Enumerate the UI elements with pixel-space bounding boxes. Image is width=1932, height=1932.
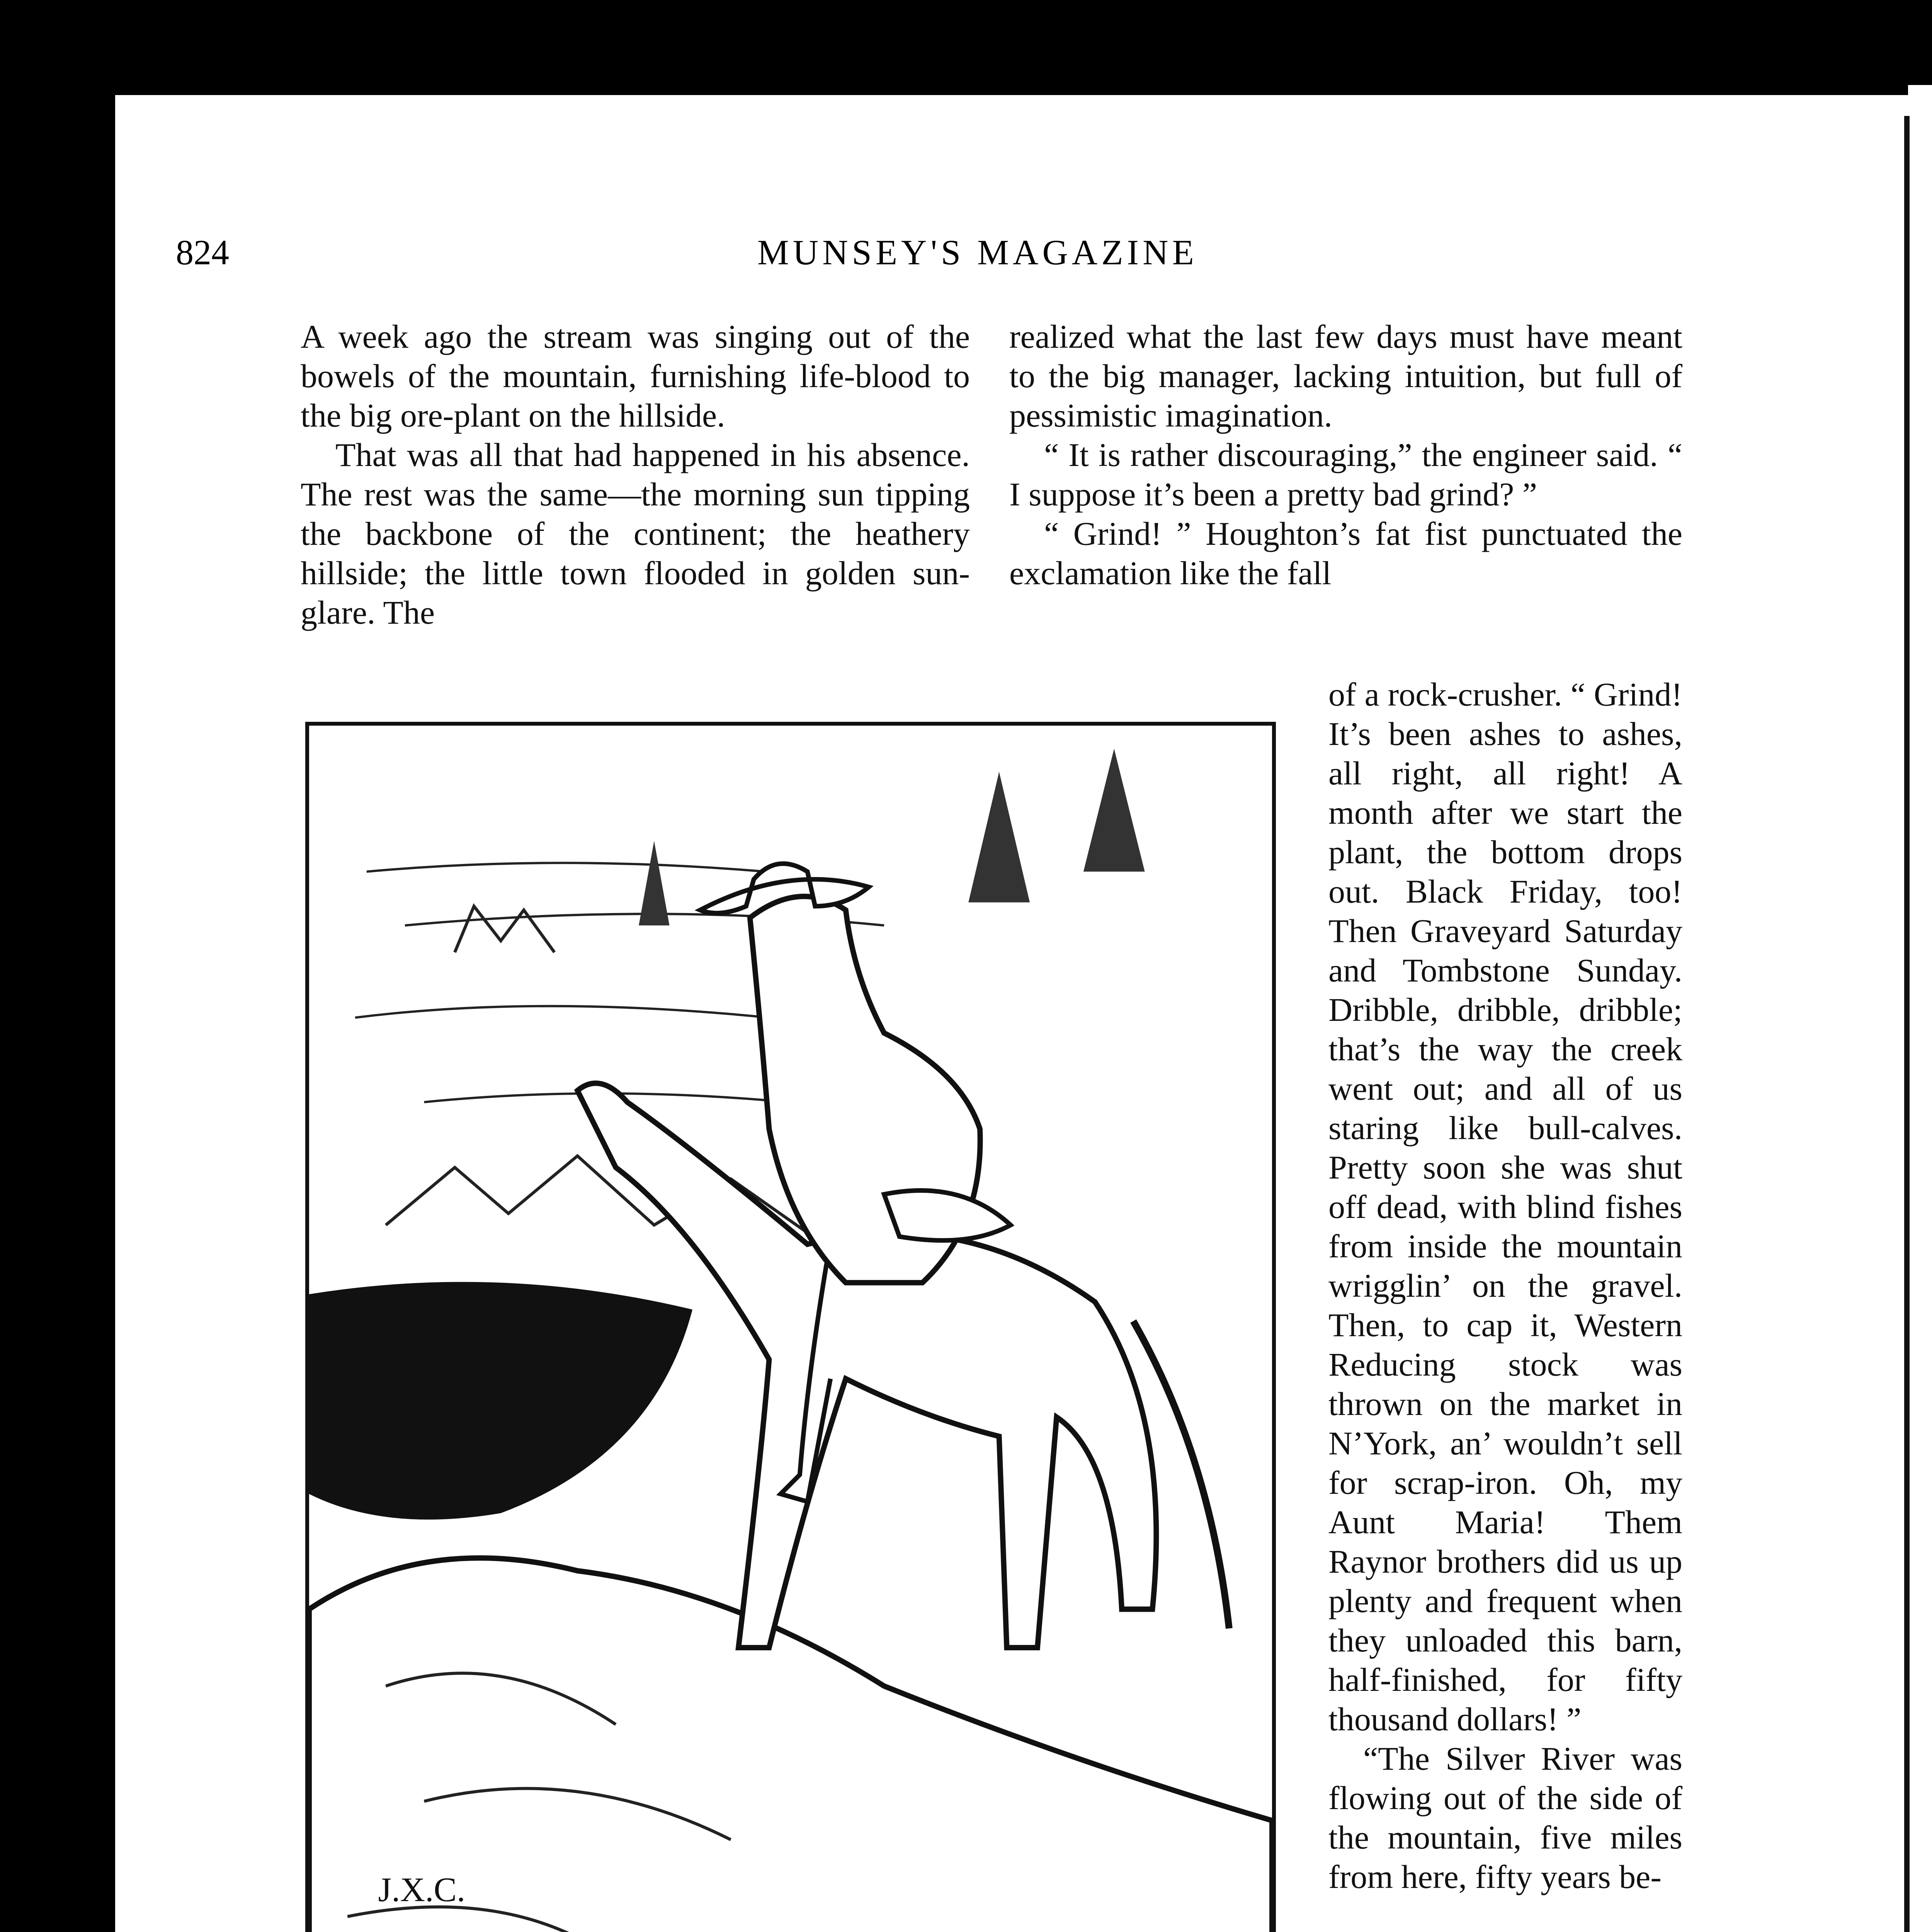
binding-shadow — [1904, 116, 1910, 1932]
paragraph: realized what the last few days must have meant to the big manager, lacking intuition, but full of pessimistic imagination. — [1009, 318, 1682, 434]
left-column-top — [301, 317, 970, 632]
paragraph: “The Silver River was flowing out of the side of the mountain, five miles from here, fifty years be- — [1328, 1740, 1682, 1895]
paragraph: “ It is rather discouraging,” the engineer said. “ I suppose it’s been a pretty bad grind? ” — [1009, 436, 1682, 513]
running-title: MUNSEY'S MAGAZINE — [757, 233, 1198, 272]
paragraph: A week ago the stream was singing out of the bowels of the mountain, furnishing life-blood to the big ore-plant on the hillside. — [301, 318, 970, 434]
page-number: 824 — [176, 233, 229, 272]
right-column-wrap — [1328, 675, 1682, 1896]
paragraph: That was all that had happened in his absence. The rest was the same—the morning sun tipping the backbone of the continent; the heathery hillside; the little town flooded in golden sun-glare. The — [301, 436, 970, 631]
right-column-top — [1009, 317, 1682, 593]
horseman-drawing — [309, 726, 1272, 1932]
paragraph: of a rock-crusher. “ Grind! It’s been ashes to ashes, all right, all right! A month after we start the plant, the bottom drops out. Black Friday, too! Then Graveyard Saturday and Tombstone Sunday. Dribble, dribble, dribble; that’s the way the creek went out; and all of us staring like bull-calves. Pretty soon she was shut off dead, with blind fishes from inside the mountain wrigglin’ on the gravel. Then, to cap it, Western Reducing stock was thrown on the market in N’York, an’ wouldn’t sell for scrap-iron. Oh, my Aunt Maria! Them Raynor brothers did us up plenty and frequent when they unloaded this barn, half-finished, for fifty thousand dollars! ” — [1328, 676, 1682, 1738]
illustration-horseman — [305, 722, 1276, 1932]
facing-page-edge — [1908, 85, 1932, 1932]
artist-signature: J.X.C. — [378, 1871, 466, 1909]
paragraph: “ Grind! ” Houghton’s fat fist punctuated the exclamation like the fall — [1009, 515, 1682, 592]
